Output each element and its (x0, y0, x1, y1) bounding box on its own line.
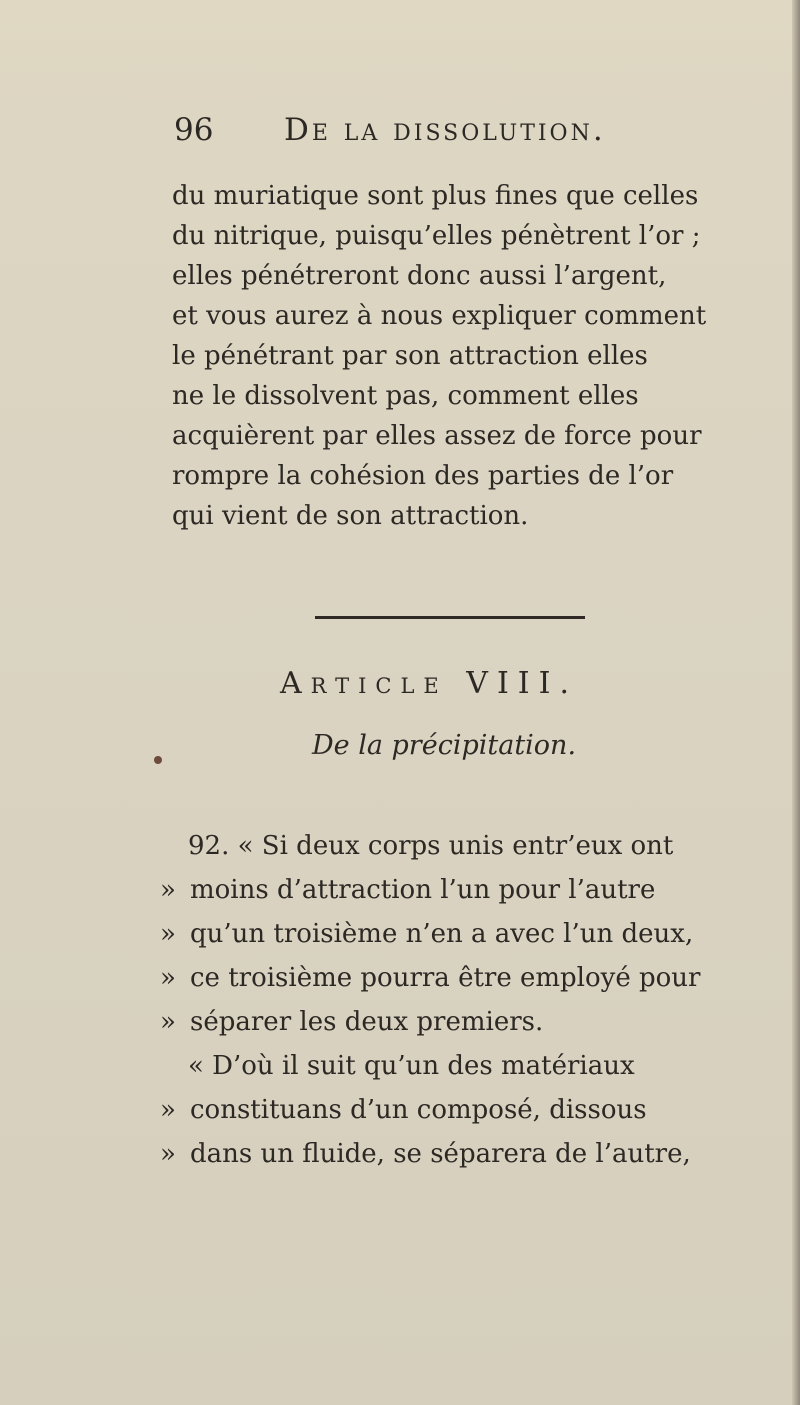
ink-spot (154, 756, 162, 764)
line-text: qu’un troisième n’en a avec l’un deux, (190, 919, 694, 949)
line-text: ce troisième pourra être employé pour (190, 963, 701, 993)
line-text: moins d’attraction l’un pour l’autre (190, 875, 656, 905)
quote-mark: » (160, 875, 176, 905)
text-line (160, 1044, 740, 1088)
section-divider (315, 616, 585, 619)
text-line (160, 824, 740, 868)
line-text: « D’où il suit qu’un des matériaux (188, 1051, 635, 1081)
text-line (160, 1088, 740, 1132)
quote-mark: » (160, 963, 176, 993)
quote-mark: » (160, 1095, 176, 1125)
text-line (160, 868, 740, 912)
quote-mark: » (160, 919, 176, 949)
text-line: rompre la cohésion des parties de l’or (172, 461, 674, 491)
text-line: ne le dissolvent pas, comment elles (172, 381, 639, 411)
text-line (160, 1132, 740, 1176)
text-line (160, 956, 740, 1000)
text-line: le pénétrant par son attraction elles (172, 341, 648, 371)
line-text: 92. « Si deux corps unis entr’eux ont (188, 831, 674, 861)
text-line: acquièrent par elles assez de force pour (172, 421, 702, 451)
quote-mark: » (160, 1007, 176, 1037)
text-line: elles pénétreront donc aussi l’argent, (172, 261, 667, 291)
line-text: dans un fluide, se séparera de l’autre, (190, 1139, 691, 1169)
page-header (174, 112, 674, 152)
body-paragraph (172, 176, 742, 536)
quoted-paragraph (160, 824, 740, 1176)
text-line (160, 1000, 740, 1044)
article-heading: Article VIII. (280, 666, 579, 701)
text-line: du nitrique, puisqu’elles pénètrent l’or ; (172, 221, 701, 251)
quote-mark: » (160, 1139, 176, 1169)
running-head: De la dissolution. (284, 112, 606, 148)
line-text: séparer les deux premiers. (190, 1007, 544, 1037)
text-line: et vous aurez à nous expliquer comment (172, 301, 707, 331)
section-title: De la précipitation. (312, 730, 577, 761)
text-line (160, 912, 740, 956)
line-text: constituans d’un composé, dissous (190, 1095, 647, 1125)
text-line: qui vient de son attraction. (172, 501, 529, 531)
page-edge (792, 0, 800, 1405)
page-number: 96 (174, 112, 214, 148)
text-line: du muriatique sont plus fines que celles (172, 181, 699, 211)
